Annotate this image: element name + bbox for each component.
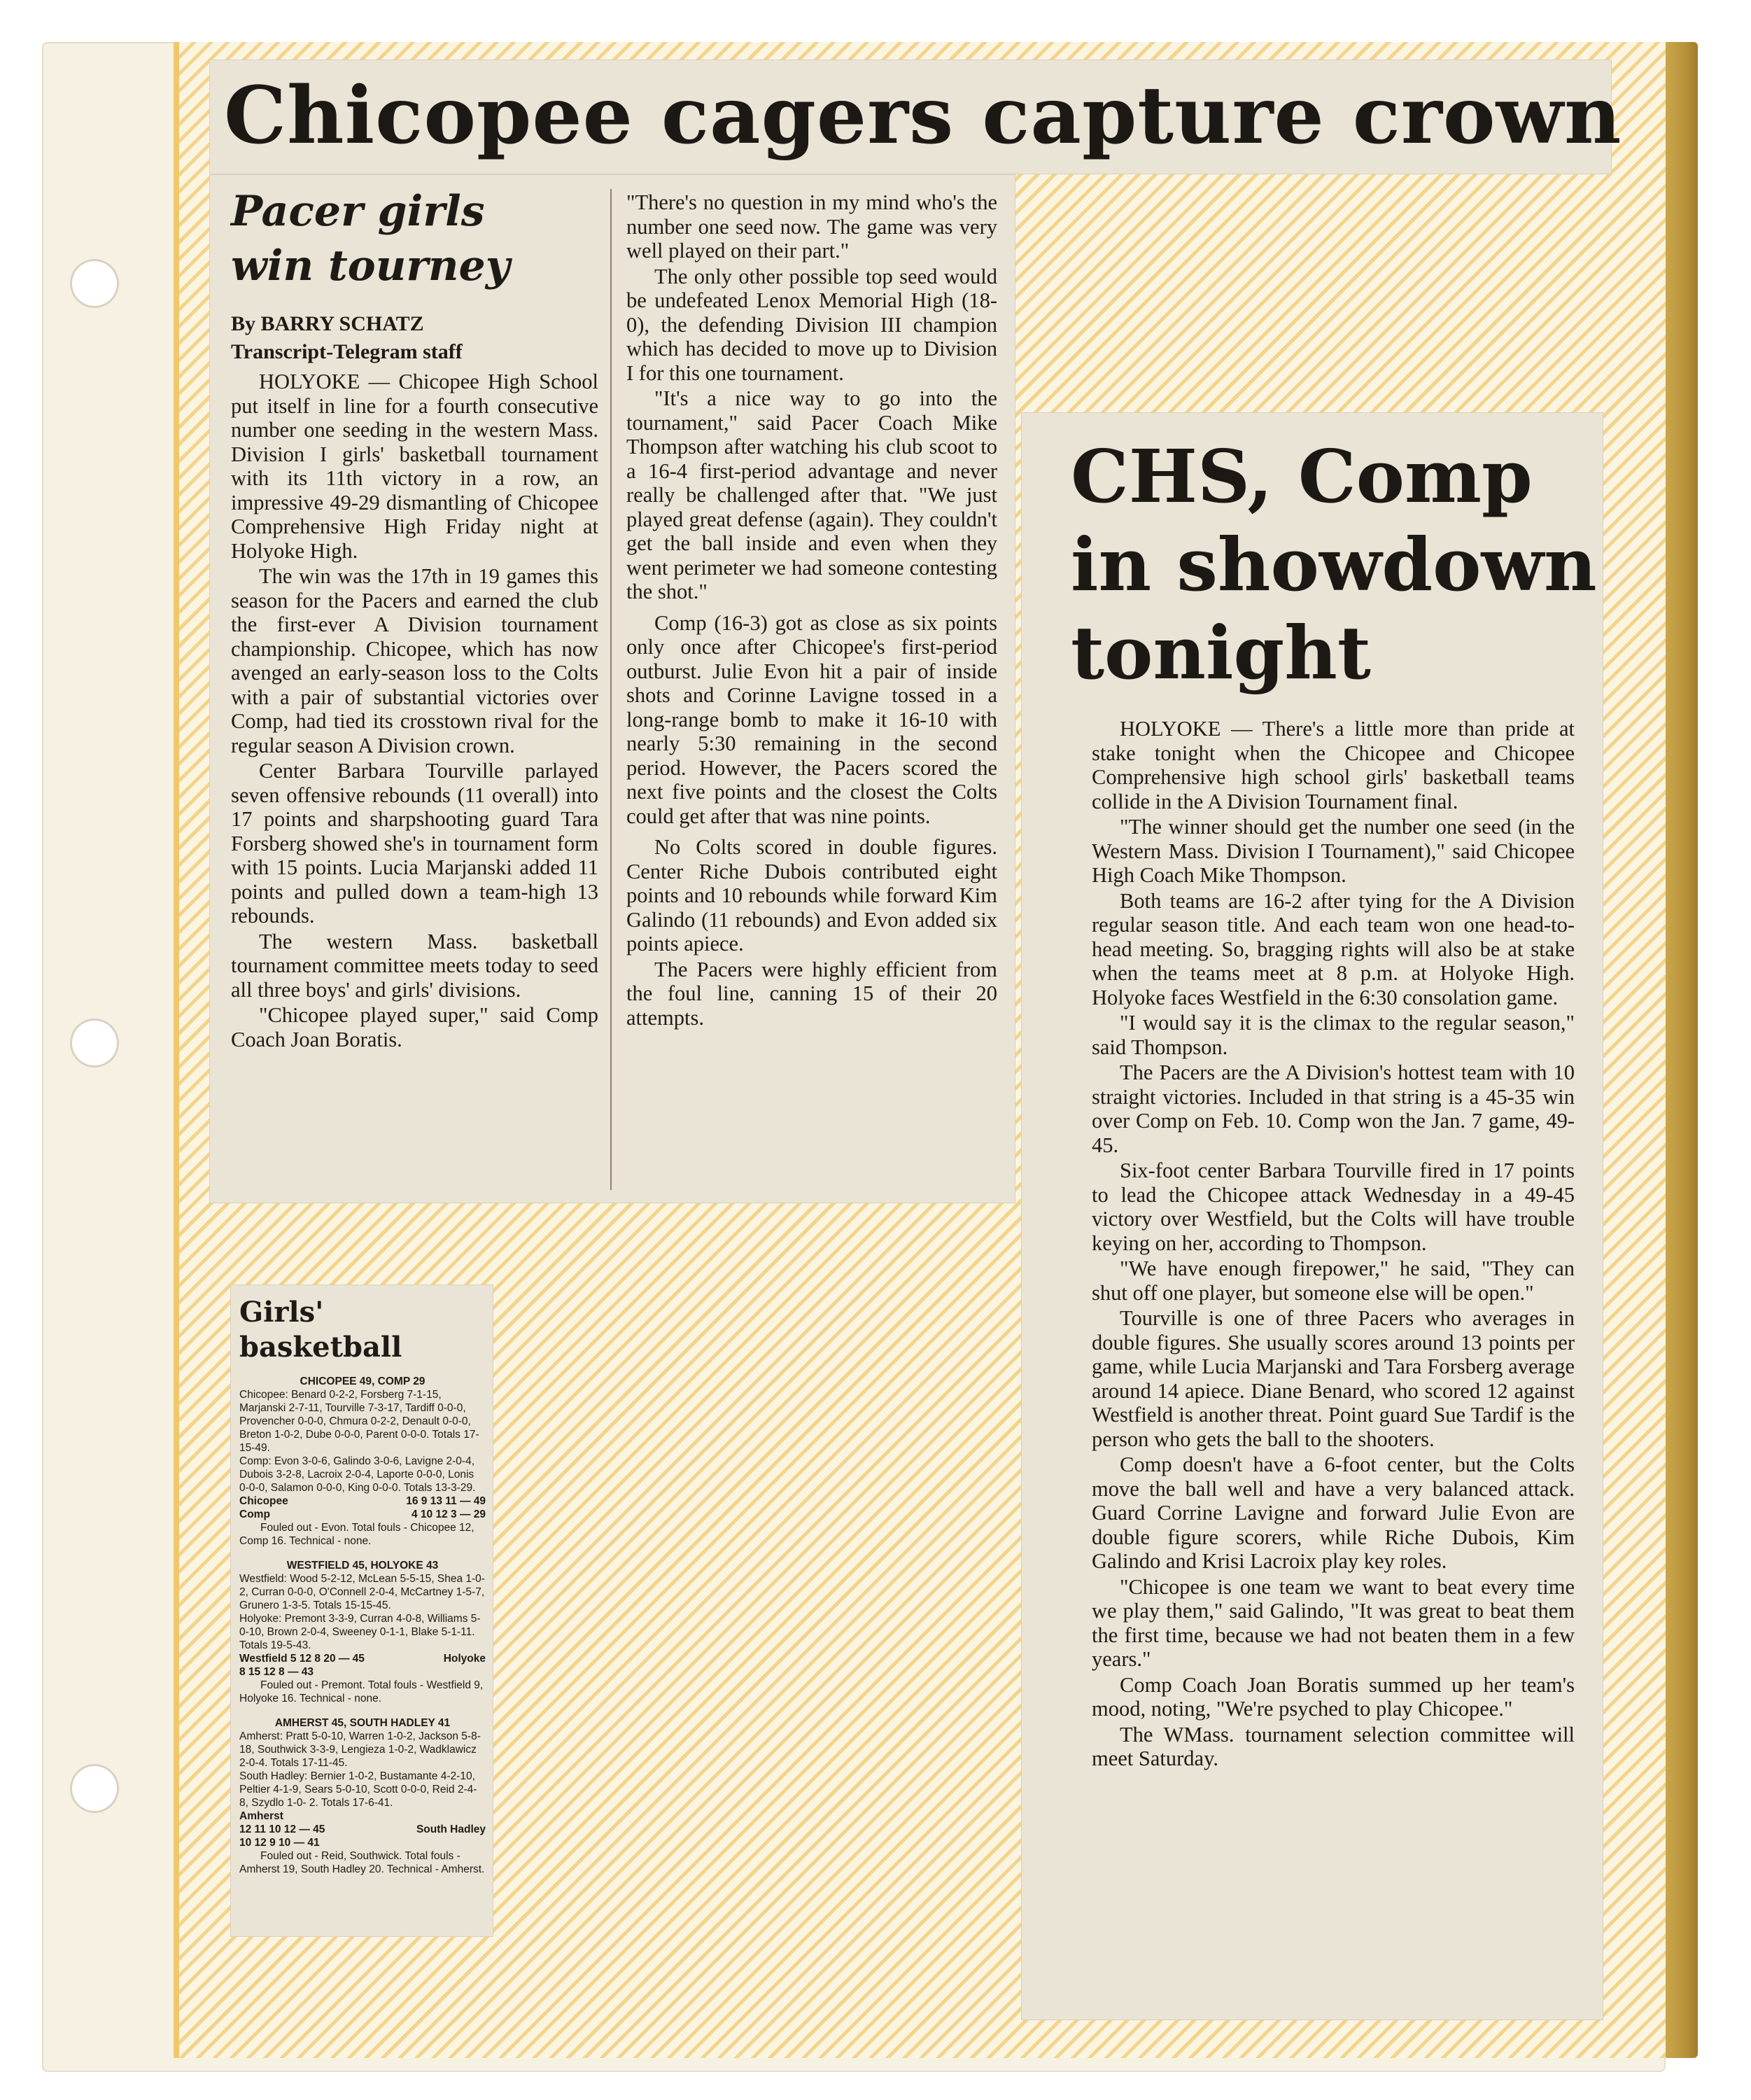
article1-paragraph: The western Mass. basketball tournament committee meets today to seed all three boys' and girls' divisions. — [231, 929, 598, 1002]
article1-staff-credit: Transcript-Telegram staff — [231, 340, 463, 363]
article1-subhead-line2: win tourney — [231, 241, 510, 290]
game1-notes: Fouled out - Evon. Total fouls - Chicopee 12, Comp 16. Technical - none. — [239, 1522, 474, 1547]
game3-team-label: Amherst — [239, 1810, 283, 1822]
game3-team-label: South Hadley — [416, 1823, 486, 1835]
article2-headline-line2: in showdown — [1071, 522, 1597, 608]
article2-paragraph: HOLYOKE — There's a little more than pride at stake tonight when the Chicopee and Chicopee Comprehensive high school girls' basketball teams collide in the A Division Tournament final. — [1092, 717, 1575, 813]
article2-paragraph: Comp doesn't have a 6-foot center, but the Colts move the ball well and have a very balanced attack. Guard Corrine Lavigne and forward Julie Evon are double figure scorers, while Riche Dubois, Kim Galindo and Krisi Lacroix play key roles. — [1092, 1452, 1575, 1573]
article1-paragraph: "Chicopee played super," said Comp Coach Joan Boratis. — [231, 1003, 598, 1051]
game1-score: 16 9 13 11 — 49 — [406, 1495, 486, 1507]
game3-score-row — [239, 1823, 486, 1836]
game3-line: South Hadley: Bernier 1-0-2, Bustamante 4-2-10, Peltier 4-1-9, Sears 5-0-10, Scott 0-0-0, Reid 2-4-8, Szydlo 1-0- 2. Totals 17-6-41. — [239, 1770, 477, 1809]
game3-score: 12 11 10 12 — 45 — [239, 1823, 325, 1835]
article1-paragraph: The win was the 17th in 19 games this season for the Pacers and earned the club the first-ever A Division tournament championship. Chicopee, which has now avenged an early-season loss to the Colts with a pair of substantial victories over Comp, had tied its crosstown rival for the regular season A Division crown. — [231, 564, 598, 757]
game2-score: Westfield 5 12 8 20 — 45 — [239, 1653, 365, 1665]
article1-paragraph: HOLYOKE — Chicopee High School put itself in line for a fourth consecutive number one seeding in the western Mass. Division I girls' basketball tournament with its 11th victory in a row, an impressive 49-29 dismantling of Chicopee Comprehensive High Friday night at Holyoke High. — [231, 370, 598, 563]
article2-paragraph: "We have enough firepower," he said, "They can shut off one player, but someone else will be open." — [1092, 1256, 1575, 1305]
article2-paragraph: Six-foot center Barbara Tourville fired in 17 points to lead the Chicopee attack Wednesday in a 49-45 victory over Westfield, but the Colts will have trouble keying on her, according to Thompson. — [1092, 1158, 1575, 1255]
game3-score: 10 12 9 10 — 41 — [239, 1837, 320, 1849]
game1-score: 4 10 12 3 — 29 — [412, 1508, 486, 1520]
game1-line: Comp: Evon 3-0-6, Galindo 3-0-6, Lavigne 2-0-4, Dubois 3-2-8, Lacroix 2-0-4, Laporte 0-0-0, Lonis 0-0-0, Salamon 0-0-0, King 0-0-0. Totals 13-3-29. — [239, 1455, 476, 1494]
headline-clipping — [210, 60, 1622, 174]
game1-team-label: Chicopee — [239, 1495, 288, 1507]
article1-paragraph: The only other possible top seed would be undefeated Lenox Memorial High (18-0), the defending Division III champion which has decided to move up to Division I for this one tournament. — [626, 264, 997, 385]
article2-paragraph: Both teams are 16-2 after tying for the A Division regular season title. And each team won one head-to-head meeting. So, bragging rights will also be at stake when the teams meet at 8 p.m. at Holyoke High. Holyoke faces Westfield in the 6:30 consolation game. — [1092, 888, 1575, 1009]
article2-paragraph: The Pacers are the A Division's hottest team with 10 straight victories. Included in that string is a 45-35 win over Comp on Feb. 10. Comp won the Jan. 7 game, 49-45. — [1092, 1060, 1575, 1157]
article1-subhead-line1: Pacer girls — [231, 187, 485, 236]
article1-paragraph: No Colts scored in double figures. Center Riche Dubois contributed eight points and 10 rebounds while forward Kim Galindo (11 rebounds) and Evon added six points apiece. — [626, 835, 997, 955]
article1-byline: By BARRY SCHATZ — [231, 312, 424, 335]
article2-headline-line3: tonight — [1071, 610, 1371, 696]
game2-line: Holyoke: Premont 3-3-9, Curran 4-0-8, Williams 5-0-10, Brown 2-0-4, Sweeney 0-1-1, Blake 5-1-11. Totals 19-5-43. — [239, 1613, 481, 1651]
boxscore-clipping — [231, 1285, 493, 1936]
column-rule — [610, 189, 612, 1190]
article2-paragraph: "I would say it is the climax to the regular season," said Thompson. — [1092, 1011, 1575, 1059]
game3-notes: Fouled out - Reid, Southwick. Total fouls - Amherst 19, South Hadley 20. Technical - Amherst. — [239, 1850, 485, 1875]
game2-score-row — [239, 1652, 486, 1665]
article2-paragraph: Tourville is one of three Pacers who averages in double figures. She usually scores around 13 points per game, while Lucia Marjanski and Tara Forsberg average around 14 apiece. Diane Benard, who scored 12 against Westfield is another threat. Point guard Sue Tardif is the person who gets the ball to the shooters. — [1092, 1306, 1575, 1451]
binder-hole-middle — [70, 1018, 119, 1068]
game1-team-label: Comp — [239, 1508, 270, 1520]
boxscore-text — [239, 1375, 486, 1876]
article1-paragraph: The Pacers were highly efficient from the foul line, canning 15 of their 20 attempts. — [626, 957, 997, 1030]
article2-paragraph: "Chicopee is one team we want to beat every time we play them," said Galindo, "It was great to beat them the first time, because we had not beaten them in a few years." — [1092, 1574, 1575, 1671]
article1-paragraph: Center Barbara Tourville parlayed seven offensive rebounds (11 overall) into 17 points and sharpshooting guard Tara Forsberg showed she's in tournament form with 15 points. Lucia Marjanski added 11 points and pulled down a team-high 13 rebounds. — [231, 759, 598, 927]
page-binding-strip — [1666, 42, 1698, 2058]
game2-header: WESTFIELD 45, HOLYOKE 43 — [286, 1560, 439, 1572]
game2-score: 8 15 12 8 — 43 — [239, 1666, 314, 1678]
article2-headline-line1: CHS, Comp — [1071, 433, 1533, 519]
main-headline: Chicopee cagers capture crown — [224, 70, 1622, 162]
game3-line: Amherst: Pratt 5-0-10, Warren 1-0-2, Jackson 5-8-18, Southwick 3-3-9, Lengieza 1-0-2, Wadklawicz 2-0-4. Totals 17-11-45. — [239, 1730, 481, 1769]
boxscore-title: Girls' basketball — [239, 1296, 402, 1364]
article2-paragraph: The WMass. tournament selection committee will meet Saturday. — [1092, 1722, 1575, 1770]
binder-hole-top — [70, 259, 119, 308]
game1-header: CHICOPEE 49, COMP 29 — [300, 1376, 426, 1387]
article1-paragraph: "It's a nice way to go into the tournament," said Pacer Coach Mike Thompson after watching his club scoot to a 16-4 first-period advantage and never really be challenged after that. "We just played great defense (again). They couldn't get the ball inside and even when they went perimeter we had someone contesting the shot." — [626, 386, 997, 603]
game1-line: Chicopee: Benard 0-2-2, Forsberg 7-1-15, Marjanski 2-7-11, Tourville 7-3-17, Tardiff 0-0-0, Provencher 0-0-0, Chmura 0-2-2, Denault 0-0-0, Breton 1-0-2, Dube 0-0-0, Parent 0-0-0. Totals 17-15-49. — [239, 1389, 479, 1454]
article1-paragraph: Comp (16-3) got as close as six points only once after Chicopee's first-period outburst. Julie Evon hit a pair of inside shots and Corinne Lavigne tossed in a long-range bomb to make it 16-10 with nearly 5:30 remaining in the second period. However, the Pacers scored the next five points and the closest the Colts could get after that was nine points. — [626, 610, 997, 828]
game2-line: Westfield: Wood 5-2-12, McLean 5-5-15, Shea 1-0-2, Curran 0-0-0, O'Connell 2-0-4, McCartney 1-5-7, Grunero 1-3-5. Totals 15-15-45. — [239, 1573, 485, 1611]
article1-column-1 — [231, 185, 598, 1053]
game1-score-row — [239, 1508, 486, 1521]
game2-notes: Fouled out - Premont. Total fouls - Westfield 9, Holyoke 16. Technical - none. — [239, 1679, 484, 1704]
article2-paragraph: Comp Coach Joan Boratis summed up her team's mood, noting, "We're psyched to play Chicopee." — [1092, 1672, 1575, 1721]
game2-team-label: Holyoke — [443, 1653, 486, 1665]
article2-body — [1092, 717, 1575, 1772]
article1-paragraph: "There's no question in my mind who's the number one seed now. The game was very well played on their part." — [626, 190, 997, 262]
backing-paper-edge — [174, 42, 179, 2058]
game1-score-row — [239, 1494, 486, 1508]
article2-paragraph: "The winner should get the number one seed (in the Western Mass. Division I Tournament)," said Chicopee High Coach Mike Thompson. — [1092, 815, 1575, 887]
game3-header: AMHERST 45, SOUTH HADLEY 41 — [274, 1717, 451, 1729]
article1-column-2 — [626, 190, 997, 1031]
binder-hole-bottom — [70, 1764, 119, 1813]
